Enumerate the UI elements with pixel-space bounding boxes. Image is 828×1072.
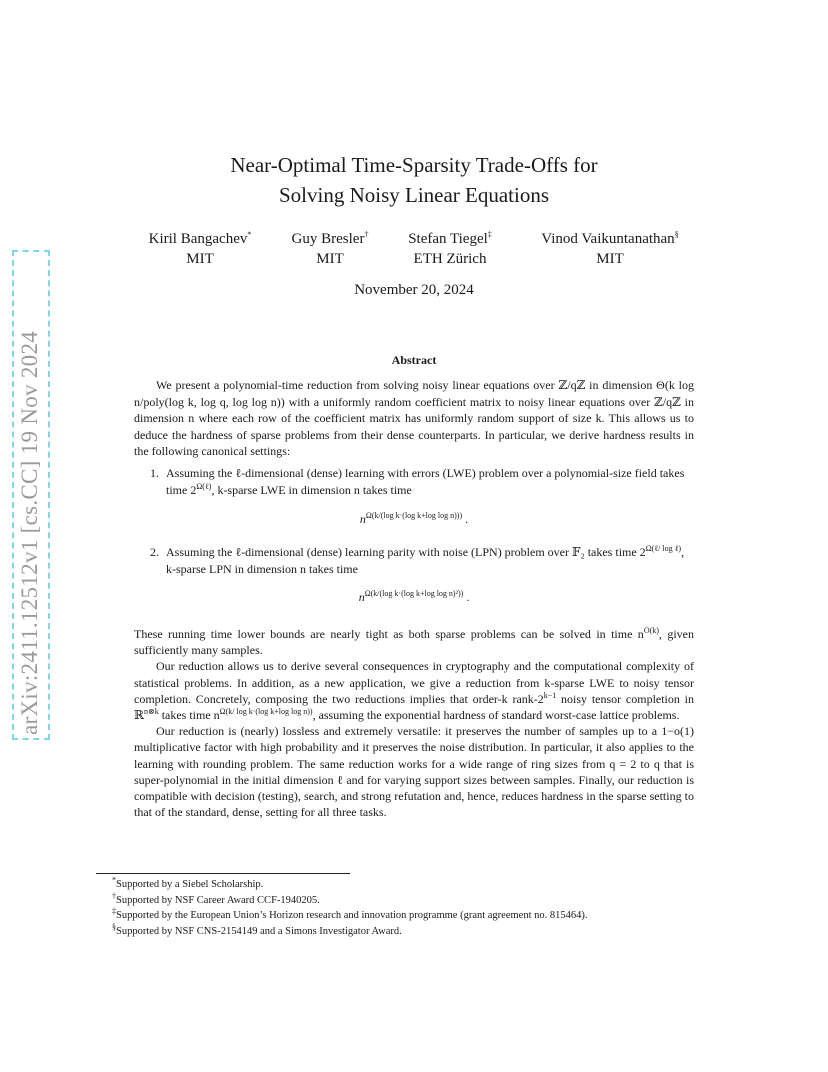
footnote-text: Supported by NSF Career Award CCF-1940205. — [116, 894, 320, 906]
footnote-mark: * — [112, 875, 116, 885]
author-mark: * — [247, 230, 252, 239]
item1-text-a: Assuming the ℓ-dimensional (dense) learning with errors (LWE) problem over a polynomial-size field takes time 2 — [166, 466, 685, 497]
math-base: n — [358, 590, 365, 604]
paragraph-consequences — [134, 658, 694, 723]
arxiv-stamp: arXiv:2411.12512v1 [cs.CC] 19 Nov 2024 — [17, 330, 42, 735]
item1-text-b: , k-sparse LWE in dimension n takes time — [211, 482, 412, 497]
p2-sup-1: k−1 — [543, 690, 557, 700]
abstract-heading: Abstract — [391, 353, 437, 367]
paragraph-versatility: Our reduction is (nearly) lossless and extremely versatile: it preserves the number of samples up to a 1−o(1) multiplicative factor with high probability and it preserves the noise distribution. In particular, it also applies to the learning with rounding problem. The same reduction works for a wide range of ring sizes from q = 2 to q that is super-polynomial in the initial dimension ℓ and for varying support sizes between samples. Finally, our reduction is compatible with decision (testing), search, and strong refutation and, hence, reduces hardness in the sparse setting to that of the standard, dense, setting for all three tasks. — [134, 724, 694, 820]
footnote-2 — [112, 893, 732, 909]
p1-text-a: These running time lower bounds are nearly tight as both sparse problems can be solved in time n — [134, 627, 644, 641]
footnote-mark: ‡ — [112, 906, 116, 916]
author-affiliation: ETH Zürich — [413, 251, 487, 267]
author-name: Kiril Bangachev — [148, 231, 248, 247]
paper-title — [0, 150, 828, 210]
math-exponent: Ω(k/(log k·(log k+log log n))) — [365, 511, 463, 520]
p1-text-b: , given sufficiently many samples. — [134, 627, 694, 658]
footnote-mark: § — [112, 922, 116, 931]
footnote-1 — [112, 877, 732, 893]
item2-sup: Ω(ℓ/ log ℓ) — [645, 544, 682, 553]
item2-text-a: Assuming the ℓ-dimensional (dense) learning parity with noise (LPN) problem over 𝔽₂ takes time 2 — [166, 545, 646, 559]
list-number: 1. — [150, 466, 159, 480]
author-name: Stefan Tiegel — [408, 231, 488, 247]
list-item-1 — [150, 465, 694, 498]
abstract-intro-text: We present a polynomial-time reduction from solving noisy linear equations over ℤ/qℤ in dimension Θ(k log n/poly(log k, log q, log log n)) with a uniformly random coefficient matrix to noisy linear equations over ℤ/qℤ in dimension n where each row of the coefficient matrix has uniformly random support of size k. This allows us to deduce the hardness of sparse problems from their dense counterparts. In particular, we derive hardness results in the following canonical settings: — [134, 378, 694, 458]
footnote-text: Supported by NSF CNS-2154149 and a Simons Investigator Award. — [116, 925, 402, 937]
author-4 — [525, 229, 695, 269]
list-number: 2. — [150, 545, 159, 559]
item1-sup: Ω(ℓ) — [196, 481, 212, 491]
title-line-2: Solving Noisy Linear Equations — [278, 183, 550, 207]
footnote-text: Supported by the European Union’s Horizon research and innovation programme (grant agreement no. 815464). — [116, 910, 588, 921]
item2-text-b: , k-sparse LPN in dimension n takes time — [166, 545, 685, 576]
abstract-body — [134, 626, 694, 820]
paragraph-lower-bounds — [134, 626, 694, 658]
p2-text-b: noisy tensor completion in ℝ — [134, 691, 694, 723]
footnotes — [112, 877, 732, 939]
list-item-2 — [150, 544, 694, 577]
author-name: Guy Bresler — [291, 231, 365, 247]
footnote-text: Supported by a Siebel Scholarship. — [116, 879, 264, 890]
footnote-mark: † — [112, 891, 116, 900]
p2-sup-3: Ω(k/ log k·(log k+log log n)) — [219, 707, 313, 717]
paper-date: November 20, 2024 — [354, 282, 474, 298]
p2-text-d: , assuming the exponential hardness of standard worst-case lattice problems. — [312, 708, 680, 723]
p1-sup: O(k) — [643, 626, 659, 635]
author-affiliation: MIT — [186, 251, 214, 267]
author-1 — [140, 229, 260, 269]
item2-math: $n^{\Omega(k/(log k\cdot(log k+log log n)^2))}$ . — [358, 589, 470, 604]
title-line-1: Near-Optimal Time-Sparsity Trade-Offs for — [230, 153, 598, 177]
abstract-intro — [134, 377, 694, 460]
p2-text-a: Our reduction allows us to derive several consequences in cryptography and the computational complexity of statistical problems. In addition, as a new application, we give a reduction from k-sparse LWE to noisy tensor completion. Concretely, composing the two reductions implies that order-k rank-2 — [134, 659, 694, 706]
math-base: n — [359, 512, 366, 526]
math-exponent: Ω(k/(log k·(log k+log log n)²)) — [364, 589, 464, 598]
p2-text-c: takes time n — [158, 708, 220, 723]
author-name: Vinod Vaikuntanathan — [541, 231, 675, 247]
author-mark: † — [364, 230, 369, 239]
footnote-4 — [112, 924, 732, 940]
author-affiliation: MIT — [596, 251, 624, 267]
p2-sup-2: n⊗k — [143, 707, 159, 717]
author-mark: ‡ — [487, 230, 492, 239]
author-3 — [395, 229, 505, 269]
footnote-3 — [112, 908, 732, 924]
item1-math: $n^{\Omega(k/(log k\cdot(log k+log log n)))}$ . — [359, 511, 469, 526]
author-mark: § — [674, 230, 679, 239]
author-affiliation: MIT — [316, 251, 344, 267]
author-2 — [275, 229, 385, 269]
footnote-rule — [96, 873, 350, 874]
